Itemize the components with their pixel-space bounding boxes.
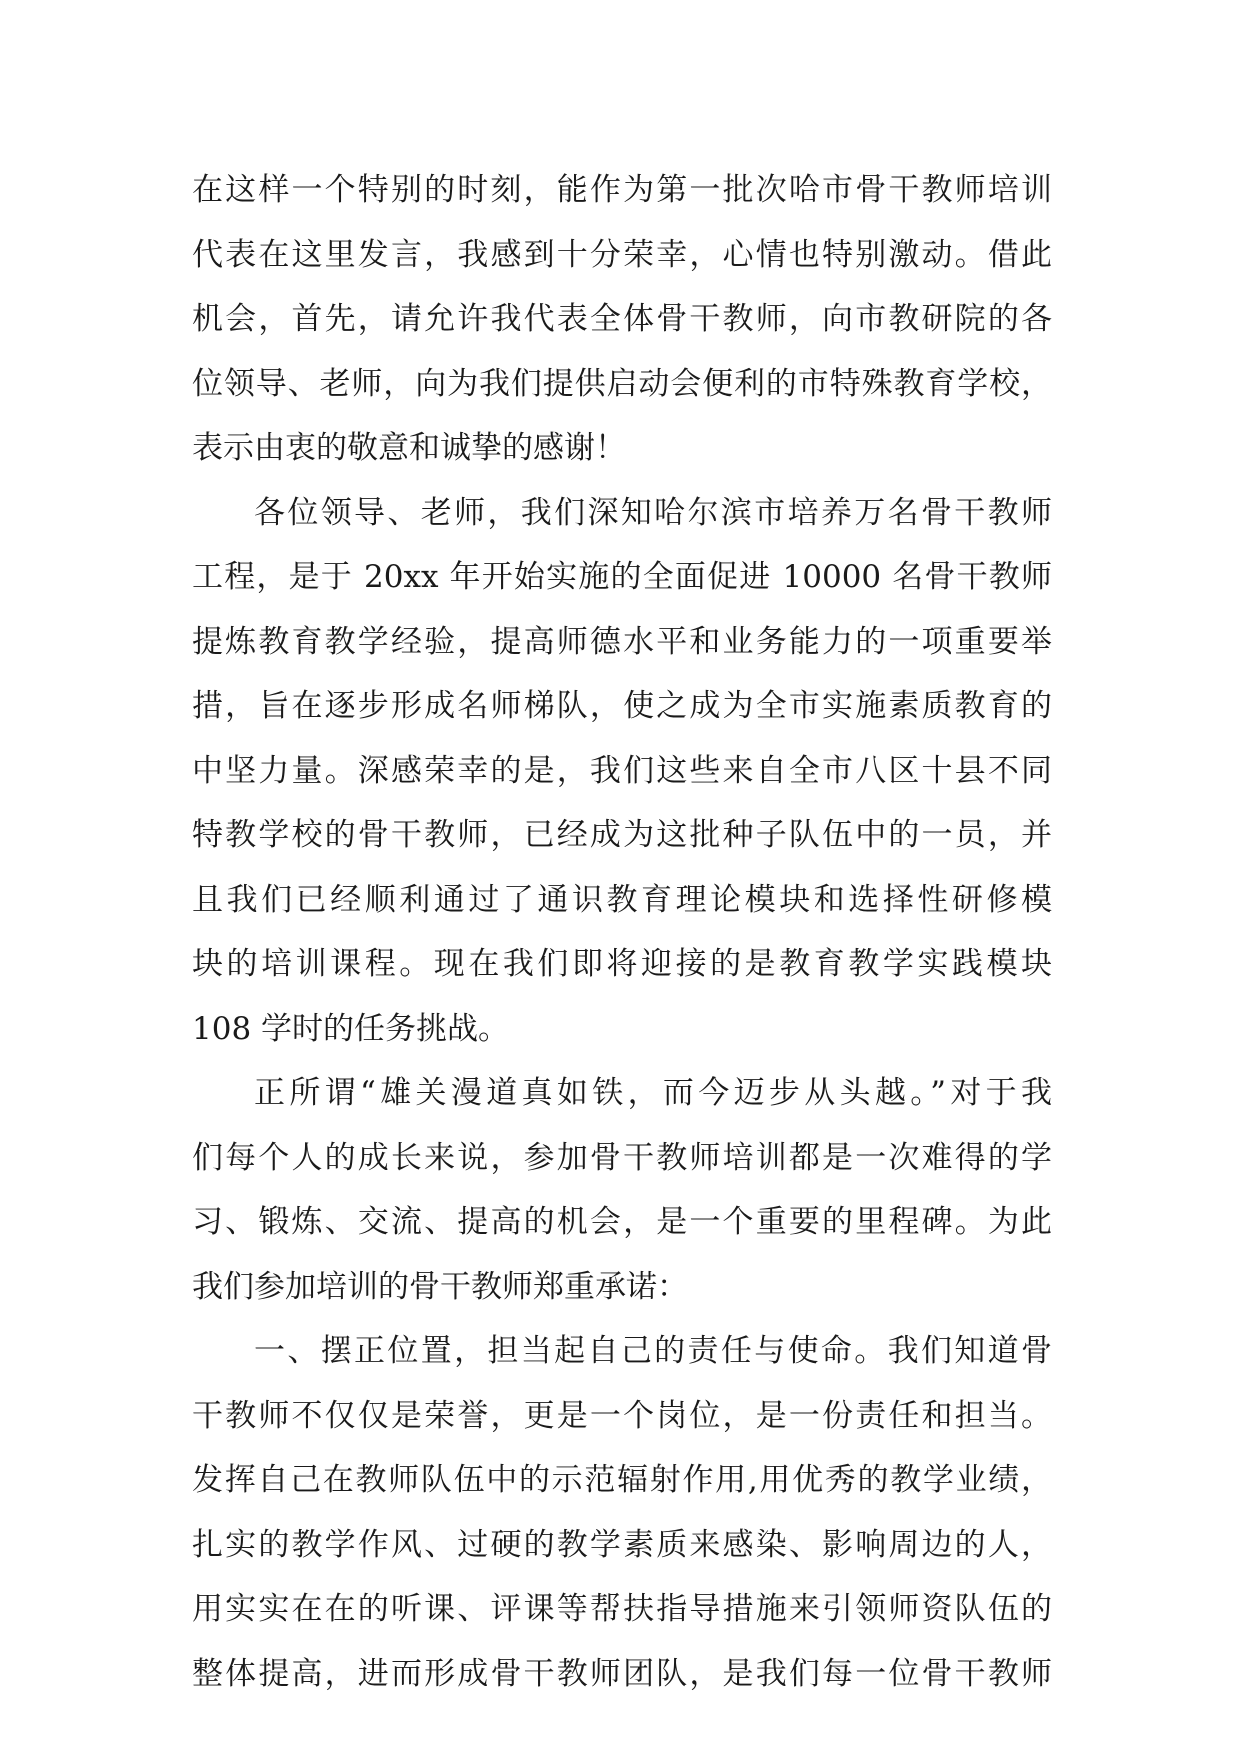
text-line: 位领导、老师，向为我们提供启动会便利的市特殊教育学校，	[192, 365, 1052, 402]
text-line: 且我们已经顺利通过了通识教育理论模块和选择性研修模	[192, 881, 1052, 918]
text-line: 特教学校的骨干教师，已经成为这批种子队伍中的一员，并	[192, 817, 1052, 853]
text-line: 干教师不仅仅是荣誉，更是一个岗位，是一份责任和担当。	[192, 1397, 1052, 1434]
text-line: 块的培训课程。现在我们即将迎接的是教育教学实践模块	[192, 946, 1052, 982]
text-line: 工程，是于 20xx 年开始实施的全面促进 10000 名骨干教师	[192, 559, 1052, 595]
text-line: 提炼教育教学经验，提高师德水平和业务能力的一项重要举	[192, 623, 1052, 660]
text-line: 措，旨在逐步形成名师梯队，使之成为全市实施素质教育的	[192, 688, 1052, 724]
text-line: 在这样一个特别的时刻，能作为第一批次哈市骨干教师培训	[192, 172, 1052, 208]
text-line: 各位领导、老师，我们深知哈尔滨市培养万名骨干教师	[254, 494, 1052, 531]
text-line: 正所谓“雄关漫道真如铁，而今迈步从头越。”对于我	[254, 1075, 1052, 1111]
text-line: 用实实在在的听课、评课等帮扶指导措施来引领师资队伍的	[192, 1591, 1052, 1627]
text-line: 108 学时的任务挑战。	[192, 1010, 510, 1047]
text-line: 代表在这里发言，我感到十分荣幸，心情也特别激动。借此	[192, 236, 1052, 273]
text-line: 我们参加培训的骨干教师郑重承诺：	[192, 1268, 688, 1305]
text-line: 们每个人的成长来说，参加骨干教师培训都是一次难得的学	[192, 1139, 1052, 1176]
text-line: 习、锻炼、交流、提高的机会，是一个重要的里程碑。为此	[192, 1204, 1052, 1240]
text-line: 机会，首先，请允许我代表全体骨干教师，向市教研院的各	[192, 301, 1052, 337]
text-line: 整体提高，进而形成骨干教师团队，是我们每一位骨干教师	[192, 1655, 1052, 1692]
text-line: 中坚力量。深感荣幸的是，我们这些来自全市八区十县不同	[192, 752, 1052, 789]
document-body	[192, 158, 1052, 1706]
text-line: 扎实的教学作风、过硬的教学素质来感染、影响周边的人，	[192, 1526, 1052, 1563]
text-line: 发挥自己在教师队伍中的示范辐射作用,用优秀的教学业绩，	[192, 1462, 1052, 1498]
text-line: 一、摆正位置，担当起自己的责任与使命。我们知道骨	[254, 1333, 1052, 1369]
text-line: 表示由衷的敬意和诚挚的感谢！	[192, 430, 626, 466]
